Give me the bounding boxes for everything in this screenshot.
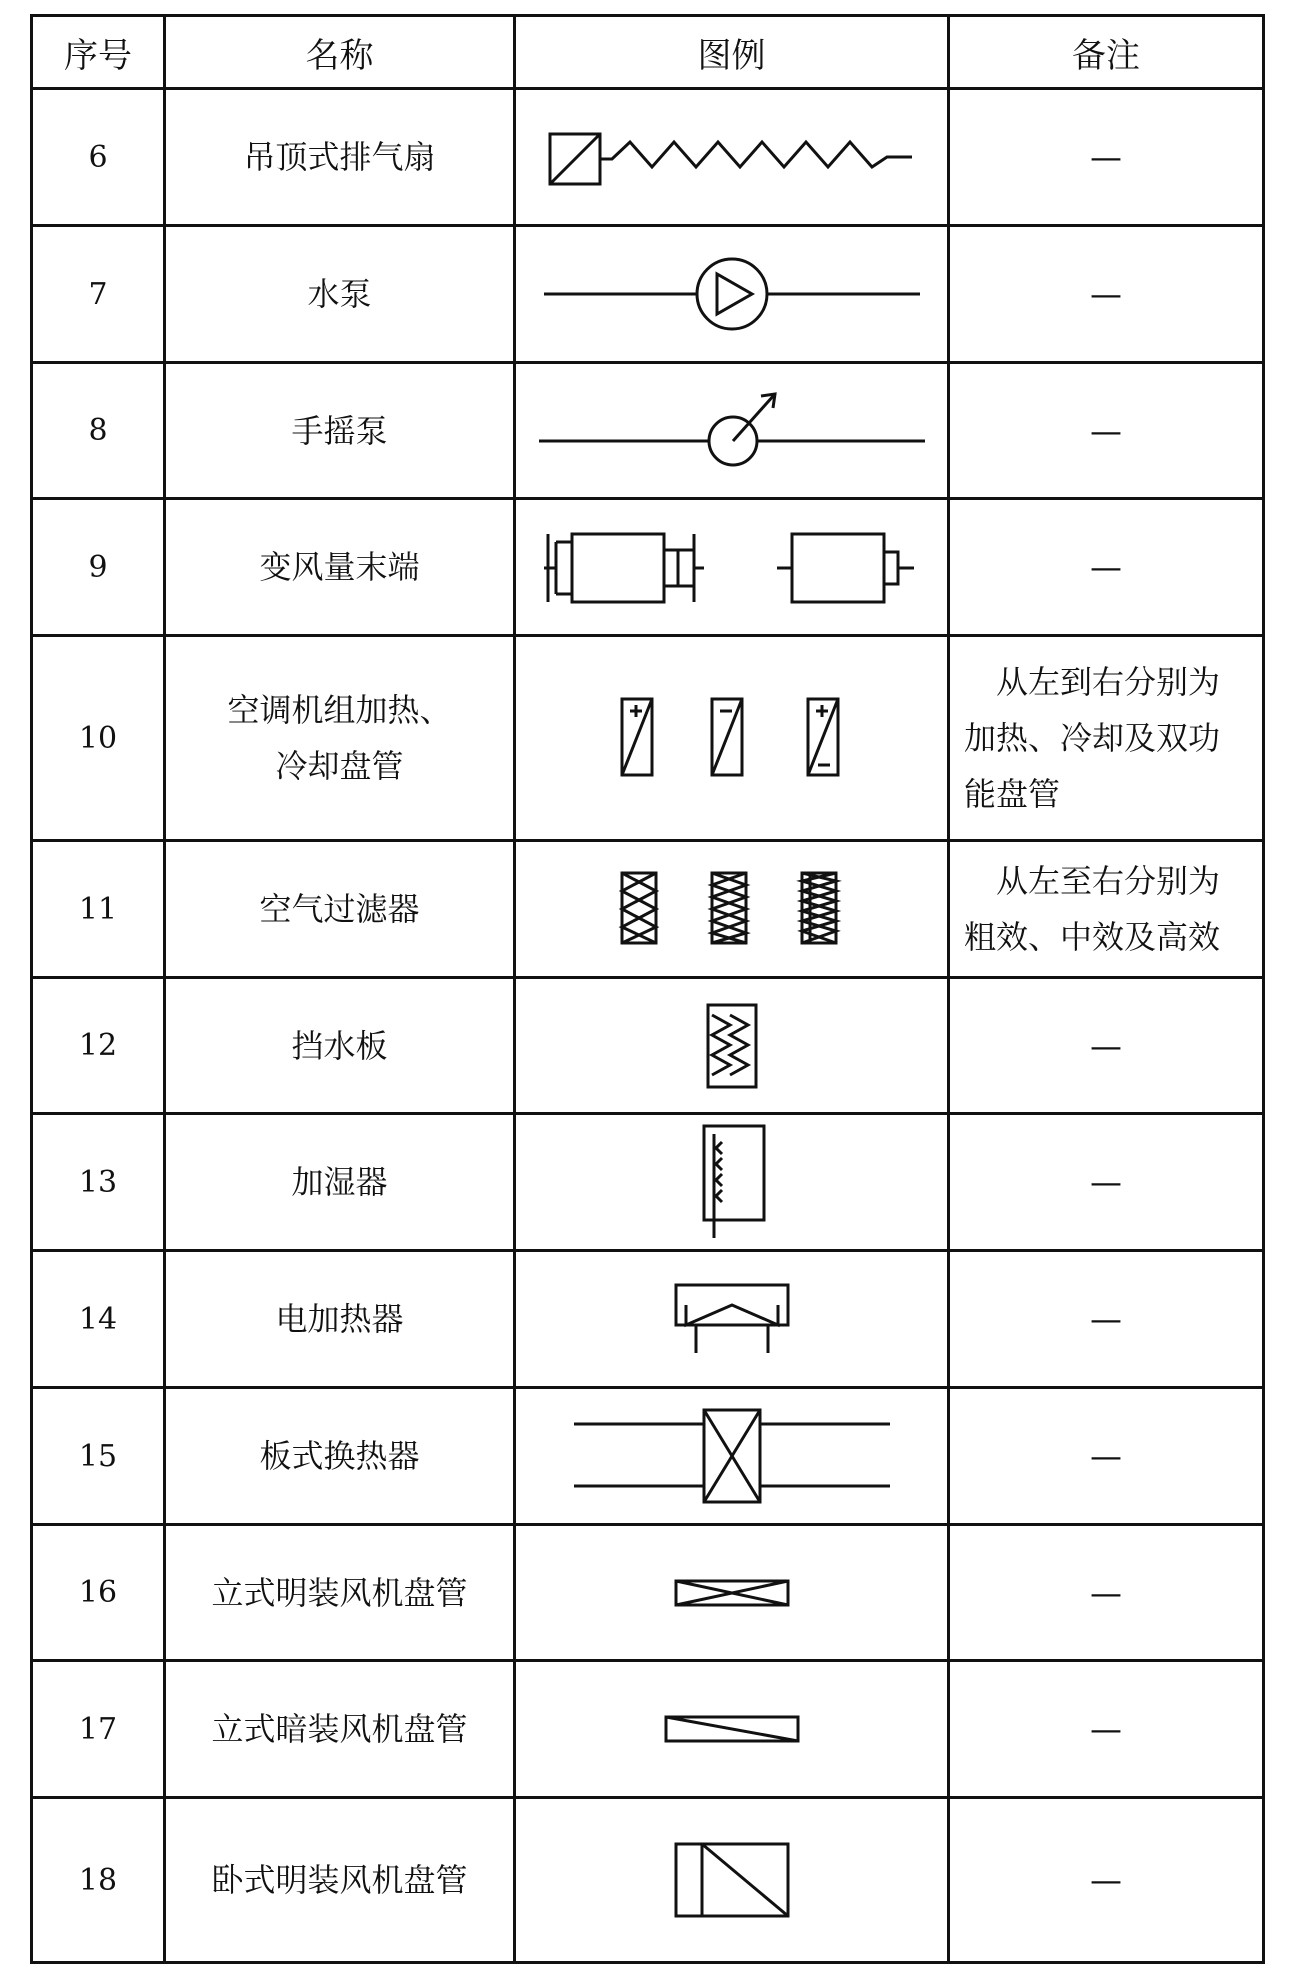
header-name xyxy=(165,16,515,89)
table-row xyxy=(32,978,1264,1114)
row-name-line: 变风量末端 xyxy=(259,548,420,586)
row-number: 9 xyxy=(32,499,165,636)
header-note-char: 注 xyxy=(1106,35,1140,76)
row-note xyxy=(949,841,1264,978)
row-symbol xyxy=(515,499,949,636)
row-number: 15 xyxy=(32,1388,165,1525)
row-number: 14 xyxy=(32,1251,165,1388)
table-row xyxy=(32,841,1264,978)
header-legend-char: 图 xyxy=(697,35,732,76)
row-note xyxy=(949,1661,1264,1798)
row-name-line: 立式暗装风机盘管 xyxy=(211,1710,468,1748)
header-row xyxy=(32,16,1264,89)
row-number: 8 xyxy=(32,363,165,499)
row-name xyxy=(165,499,515,636)
row-note xyxy=(949,978,1264,1114)
header-legend xyxy=(515,16,949,89)
header-note-char: 备 xyxy=(1072,35,1106,76)
horizontal-exposed-fcu-icon xyxy=(672,1840,792,1920)
vav-terminal-icon xyxy=(542,522,922,612)
vertical-concealed-fcu-icon xyxy=(662,1711,802,1747)
ceiling-exhaust-fan-icon xyxy=(542,122,922,192)
row-note-line: — xyxy=(1090,1163,1122,1201)
row-symbol xyxy=(515,1114,949,1251)
row-name-line: 冷却盘管 xyxy=(275,747,404,785)
header-seq-char: 号 xyxy=(98,35,132,76)
row-number: 6 xyxy=(32,89,165,226)
row-name xyxy=(165,841,515,978)
row-symbol xyxy=(515,1798,949,1963)
row-name xyxy=(165,89,515,226)
water-pump-icon xyxy=(542,249,922,339)
row-name-line: 板式换热器 xyxy=(259,1437,420,1475)
row-number: 10 xyxy=(32,636,165,841)
vertical-exposed-fcu-icon xyxy=(672,1575,792,1611)
hand-pump-icon xyxy=(537,386,927,476)
row-name xyxy=(165,1251,515,1388)
row-note-line: — xyxy=(1090,1861,1122,1899)
row-note xyxy=(949,363,1264,499)
row-name-line: 电加热器 xyxy=(275,1300,404,1338)
row-symbol xyxy=(515,636,949,841)
row-name-line: 手摇泵 xyxy=(291,411,388,450)
row-name xyxy=(165,1114,515,1251)
table-row xyxy=(32,1251,1264,1388)
row-note-line: — xyxy=(1090,1026,1122,1065)
row-symbol xyxy=(515,226,949,363)
table-row xyxy=(32,636,1264,841)
row-number: 12 xyxy=(32,978,165,1114)
row-symbol xyxy=(515,978,949,1114)
row-symbol xyxy=(515,841,949,978)
row-note xyxy=(949,1388,1264,1525)
row-note-line: — xyxy=(1090,1437,1122,1475)
row-name-line: 空调机组加热、 xyxy=(227,691,452,729)
electric-heater-icon xyxy=(672,1279,792,1359)
table-row xyxy=(32,226,1264,363)
table-row xyxy=(32,1661,1264,1798)
row-symbol xyxy=(515,1525,949,1661)
row-name xyxy=(165,636,515,841)
table-row xyxy=(32,363,1264,499)
row-note xyxy=(949,89,1264,226)
row-note-line: 从左至右分别为 xyxy=(996,862,1221,900)
row-symbol xyxy=(515,1388,949,1525)
row-number: 7 xyxy=(32,226,165,363)
row-symbol xyxy=(515,1251,949,1388)
header-name-char: 名 xyxy=(305,35,340,76)
row-number: 11 xyxy=(32,841,165,978)
row-note xyxy=(949,499,1264,636)
table-row xyxy=(32,1388,1264,1525)
row-note-line: 能盘管 xyxy=(964,775,1061,813)
humidifier-icon xyxy=(692,1122,772,1242)
row-note-line: 粗效、中效及高效 xyxy=(964,918,1221,956)
row-name xyxy=(165,1525,515,1661)
row-symbol xyxy=(515,363,949,499)
table-row xyxy=(32,89,1264,226)
table-row xyxy=(32,1798,1264,1963)
plate-heat-exchanger-icon xyxy=(572,1406,892,1506)
row-note xyxy=(949,226,1264,363)
legend-table xyxy=(30,14,1265,1964)
row-note xyxy=(949,636,1264,841)
row-name xyxy=(165,226,515,363)
header-seq-char: 序 xyxy=(64,35,98,76)
water-baffle-icon xyxy=(702,1001,762,1091)
table-row xyxy=(32,1525,1264,1661)
row-number: 18 xyxy=(32,1798,165,1963)
row-note-line: 从左到右分别为 xyxy=(996,663,1221,701)
row-name xyxy=(165,363,515,499)
header-name-char: 称 xyxy=(339,35,374,76)
row-name xyxy=(165,1798,515,1963)
row-note-line: — xyxy=(1090,411,1122,450)
row-note-line: 加热、冷却及双功 xyxy=(964,719,1221,757)
row-symbol xyxy=(515,89,949,226)
row-note-line: — xyxy=(1090,138,1122,176)
air-filter-icon xyxy=(612,869,852,949)
row-number: 13 xyxy=(32,1114,165,1251)
row-note-line: — xyxy=(1090,1573,1122,1612)
row-name-line: 立式明装风机盘管 xyxy=(211,1573,468,1612)
row-name-line: 加湿器 xyxy=(291,1163,388,1201)
row-name xyxy=(165,1388,515,1525)
row-name-line: 水泵 xyxy=(307,275,372,313)
row-name-line: 挡水板 xyxy=(291,1026,388,1065)
header-seq xyxy=(32,16,165,89)
row-name-line: 卧式明装风机盘管 xyxy=(211,1861,468,1899)
row-note-line: — xyxy=(1090,1300,1122,1338)
row-note-line: — xyxy=(1090,275,1122,313)
row-note xyxy=(949,1251,1264,1388)
header-legend-char: 例 xyxy=(731,35,766,76)
row-name-line: 空气过滤器 xyxy=(259,890,420,928)
table-row xyxy=(32,499,1264,636)
row-note xyxy=(949,1114,1264,1251)
row-note xyxy=(949,1525,1264,1661)
row-number: 16 xyxy=(32,1525,165,1661)
row-note xyxy=(949,1798,1264,1963)
heating-cooling-coil-icon xyxy=(612,693,852,783)
row-number: 17 xyxy=(32,1661,165,1798)
row-note-line: — xyxy=(1090,548,1122,586)
row-name-line: 吊顶式排气扇 xyxy=(243,138,436,176)
row-name xyxy=(165,978,515,1114)
header-note xyxy=(949,16,1264,89)
row-note-line: — xyxy=(1090,1710,1122,1748)
row-symbol xyxy=(515,1661,949,1798)
row-name xyxy=(165,1661,515,1798)
table-row xyxy=(32,1114,1264,1251)
